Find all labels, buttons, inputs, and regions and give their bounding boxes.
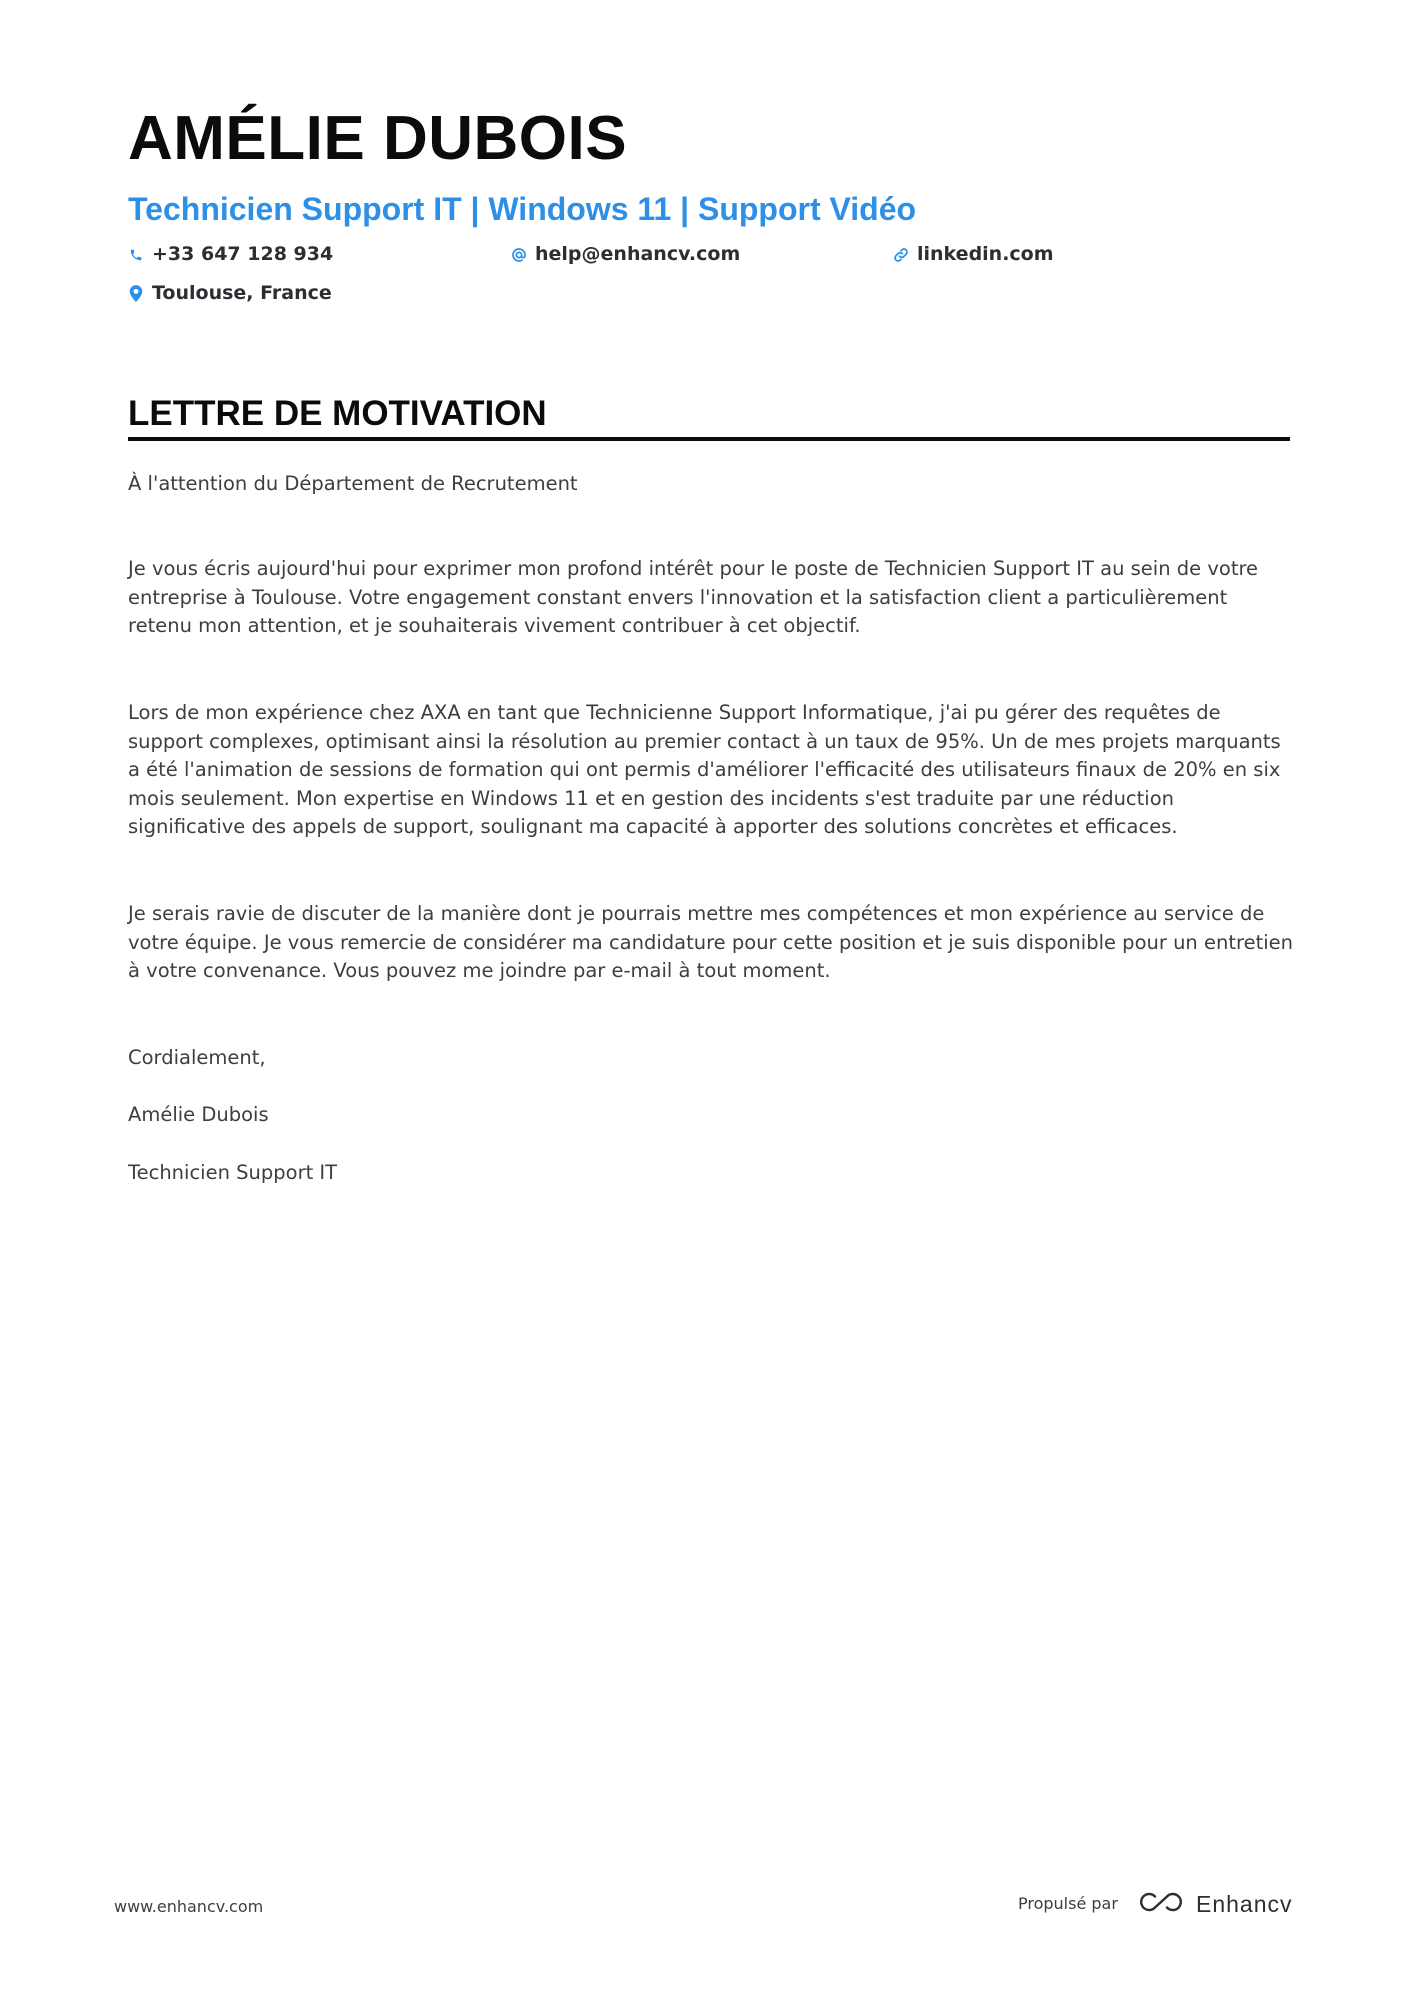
enhancv-logo-icon: [1138, 1890, 1184, 1918]
map-pin-icon: [128, 285, 144, 303]
section-divider: [128, 437, 1290, 441]
letter-paragraph: Je serais ravie de discuter de la manière dont je pourrais mettre mes compétences et mon expérience au service de votre équipe. Je vous remercie de considérer ma candidature pour cette position et je suis disponible pour un entretien à votre convenance. Vous pouvez me joindre par e-mail à tout moment.: [128, 902, 1293, 983]
letter-paragraph: Je vous écris aujourd'hui pour exprimer mon profond intérêt pour le poste de Technicien Support IT au sein de votre entreprise à Toulouse. Votre engagement constant envers l'innovation et la satisfaction client a particulièrement retenu mon attention, et je souhaiterais vivement contribuer à cet objectif.: [128, 557, 1259, 638]
link-icon: [893, 246, 909, 264]
contact-email-text[interactable]: help@enhancv.com: [535, 243, 741, 265]
phone-icon: [128, 246, 144, 264]
footer-brand-name: Enhancv: [1196, 1890, 1293, 1917]
letter-closing: Cordialement,: [128, 1046, 266, 1069]
contact-email[interactable]: [511, 245, 740, 264]
contact-linkedin[interactable]: [893, 245, 1054, 264]
footer-brand-logo[interactable]: [1138, 1890, 1293, 1918]
signature-name: Amélie Dubois: [128, 1103, 269, 1126]
contact-phone-text: +33 647 128 934: [152, 243, 334, 265]
at-icon: [511, 246, 527, 264]
footer-website-link[interactable]: www.enhancv.com: [114, 1897, 264, 1916]
signature-title: Technicien Support IT: [128, 1161, 338, 1184]
candidate-tagline: Technicien Support IT | Windows 11 | Support Vidéo: [128, 191, 917, 227]
section-title: LETTRE DE MOTIVATION: [128, 394, 547, 433]
contact-location: [128, 284, 332, 303]
contact-location-text: Toulouse, France: [152, 282, 332, 304]
letter-paragraph: Lors de mon expérience chez AXA en tant que Technicienne Support Informatique, j'ai pu gérer des requêtes de support complexes, optimisant ainsi la résolution au premier contact à un taux de 95%. Un de mes projets marquants a été l'animation de sessions de formation qui ont permis d'améliorer l'efficacité des utilisateurs finaux de 20% en six mois seulement. Mon expertise en Windows 11 et en gestion des incidents s'est traduite par une réduction significative des appels de support, soulignant ma capacité à apporter des solutions concrètes et efficaces.: [128, 701, 1281, 839]
letter-salutation: À l'attention du Département de Recrutement: [128, 472, 578, 495]
contact-linkedin-text[interactable]: linkedin.com: [917, 243, 1054, 265]
contact-phone: [128, 245, 333, 264]
footer-powered-by: Propulsé par: [1018, 1894, 1118, 1913]
candidate-name: AMÉLIE DUBOIS: [128, 104, 628, 173]
